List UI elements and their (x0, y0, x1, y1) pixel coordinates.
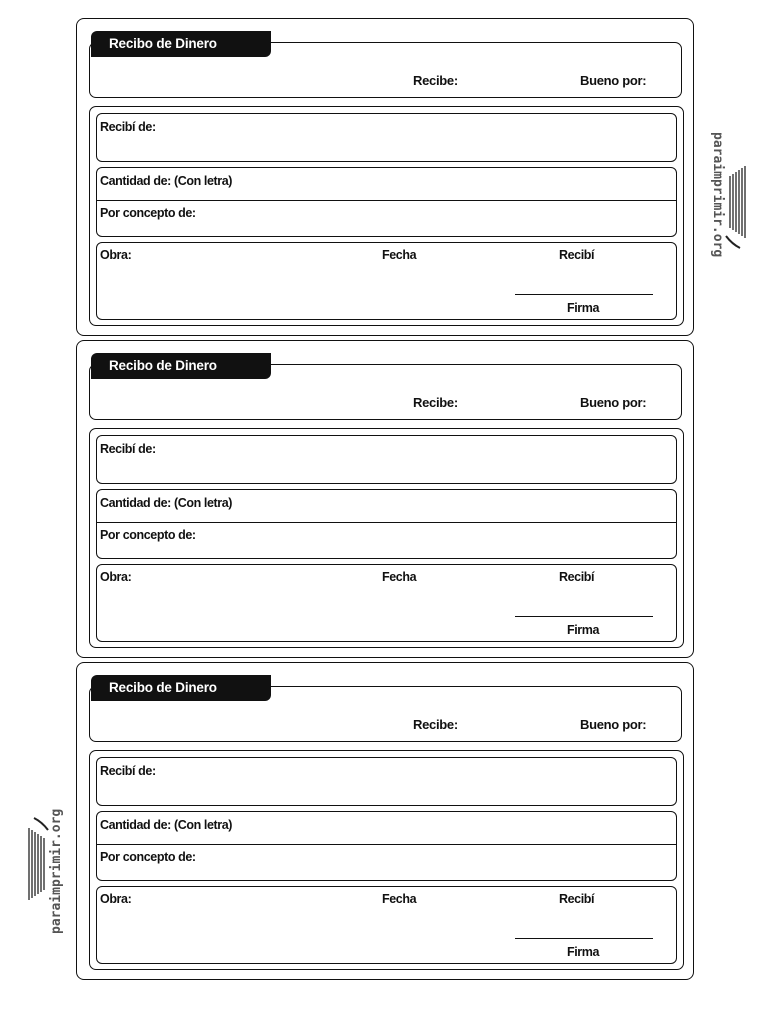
receipt-title: Recibo de Dinero (91, 353, 271, 379)
concepto-label: Por concepto de: (100, 206, 196, 220)
recibe-label: Recibe: (413, 717, 458, 732)
cantidad-concepto-field[interactable] (96, 167, 677, 237)
firma-label: Firma (567, 301, 600, 315)
cantidad-concepto-field[interactable] (96, 489, 677, 559)
bueno-por-label: Bueno por: (580, 395, 647, 410)
bueno-por-label: Bueno por: (580, 73, 647, 88)
obra-fecha-firma-field[interactable] (96, 242, 677, 320)
firma-label: Firma (567, 623, 600, 637)
receipt-3 (76, 662, 694, 980)
receipt-body (89, 428, 684, 648)
recibe-label: Recibe: (413, 395, 458, 410)
receipt-body (89, 106, 684, 326)
barcode-icon (29, 818, 48, 900)
recibi-de-field[interactable] (96, 757, 677, 806)
cantidad-concepto-field[interactable] (96, 811, 677, 881)
receipt-1 (76, 18, 694, 336)
paraimprimir-logo (24, 786, 74, 938)
obra-fecha-firma-field[interactable] (96, 886, 677, 964)
signature-line (515, 616, 653, 617)
logo-text: paraimprimir.org (710, 132, 725, 258)
receipt-body (89, 750, 684, 970)
obra-label: Obra: (100, 248, 132, 262)
fecha-label: Fecha (382, 570, 417, 584)
bueno-por-label: Bueno por: (580, 717, 647, 732)
recibi-label: Recibí (559, 892, 595, 906)
field-divider (97, 200, 676, 201)
receipt-2 (76, 340, 694, 658)
recibi-de-label: Recibí de: (100, 442, 156, 456)
recibi-de-field[interactable] (96, 435, 677, 484)
recibi-de-field[interactable] (96, 113, 677, 162)
obra-label: Obra: (100, 570, 132, 584)
cantidad-label: Cantidad de: (Con letra) (100, 496, 233, 510)
signature-line (515, 294, 653, 295)
recibi-label: Recibí (559, 248, 595, 262)
firma-label: Firma (567, 945, 600, 959)
logo-text: paraimprimir.org (49, 808, 64, 934)
receipt-title: Recibo de Dinero (91, 675, 271, 701)
field-divider (97, 522, 676, 523)
paraimprimir-logo (700, 128, 750, 280)
receipt-title: Recibo de Dinero (91, 31, 271, 57)
recibe-label: Recibe: (413, 73, 458, 88)
fecha-label: Fecha (382, 892, 417, 906)
cantidad-label: Cantidad de: (Con letra) (100, 818, 233, 832)
obra-label: Obra: (100, 892, 132, 906)
fecha-label: Fecha (382, 248, 417, 262)
recibi-label: Recibí (559, 570, 595, 584)
obra-fecha-firma-field[interactable] (96, 564, 677, 642)
field-divider (97, 844, 676, 845)
concepto-label: Por concepto de: (100, 850, 196, 864)
recibi-de-label: Recibí de: (100, 120, 156, 134)
signature-line (515, 938, 653, 939)
concepto-label: Por concepto de: (100, 528, 196, 542)
cantidad-label: Cantidad de: (Con letra) (100, 174, 233, 188)
recibi-de-label: Recibí de: (100, 764, 156, 778)
